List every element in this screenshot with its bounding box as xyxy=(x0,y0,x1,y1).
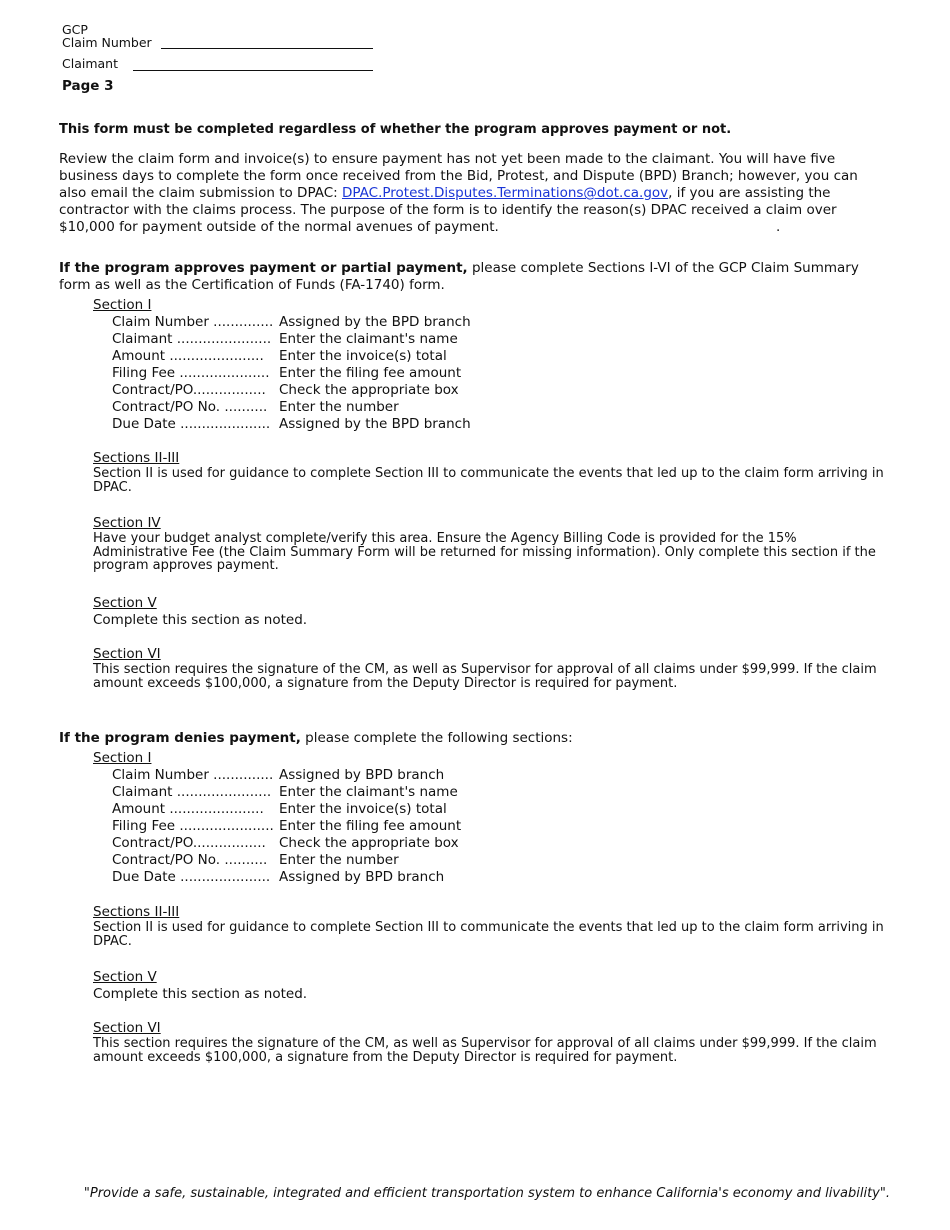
footer-motto: "Provide a safe, sustainable, integrated and efficient transportation system to enhance California's economy and livability". xyxy=(83,1186,890,1201)
approves-fields-list xyxy=(112,314,893,433)
section-4-title: Section IV xyxy=(93,515,161,531)
approves-section-4 xyxy=(93,515,893,573)
approves-heading-text: please complete Sections I-VI of the GCP Claim Summary form as well as the Certification of Funds (FA-1740) form. xyxy=(59,260,859,293)
section-2-3-title: Sections II-III xyxy=(93,904,180,920)
field-label: Amount ...................... xyxy=(112,801,264,817)
section-6-text: This section requires the signature of the CM, as well as Supervisor for approval of all claims under $99,999. If the claim amount exceeds $100,000, a signature from the Deputy Director is required for payment. xyxy=(93,1036,877,1065)
field-value: Enter the number xyxy=(279,852,399,868)
section-2-3-text: Section II is used for guidance to complete Section III to communicate the events that led up to the claim form arriving in DPAC. xyxy=(93,466,884,495)
section-4-text: Have your budget analyst complete/verify this area. Ensure the Agency Billing Code is provided for the 15% Administrative Fee (the Claim Summary Form will be returned for missing information). Only complete this section if the program approves payment. xyxy=(93,531,876,573)
approves-section-1 xyxy=(93,297,893,433)
field-row xyxy=(112,869,893,886)
section-1-title: Section I xyxy=(93,297,152,313)
section-5-text: Complete this section as noted. xyxy=(93,986,308,1002)
field-value: Assigned by BPD branch xyxy=(279,869,445,885)
field-value: Enter the claimant's name xyxy=(279,331,458,347)
claimant-field[interactable] xyxy=(133,70,373,71)
section-5-title: Section V xyxy=(93,969,157,985)
field-value: Enter the invoice(s) total xyxy=(279,801,447,817)
claim-number-field[interactable] xyxy=(161,48,373,49)
field-row xyxy=(112,399,893,416)
field-row xyxy=(112,801,893,818)
field-row xyxy=(112,416,893,433)
field-value: Check the appropriate box xyxy=(279,382,459,398)
field-value: Assigned by BPD branch xyxy=(279,767,445,783)
field-row xyxy=(112,331,893,348)
section-2-3-text: Section II is used for guidance to complete Section III to communicate the events that led up to the claim form arriving in DPAC. xyxy=(93,920,884,949)
field-label: Contract/PO No. .......... xyxy=(112,399,268,415)
stray-period: . xyxy=(776,219,781,235)
field-value: Enter the filing fee amount xyxy=(279,818,462,834)
approves-section-5 xyxy=(93,595,893,629)
field-row xyxy=(112,382,893,399)
section-6-text: This section requires the signature of the CM, as well as Supervisor for approval of all claims under $99,999. If the claim amount exceeds $100,000, a signature from the Deputy Director is required for payment. xyxy=(93,662,877,691)
denies-heading-text: please complete the following sections: xyxy=(300,730,573,746)
field-label: Claimant ...................... xyxy=(112,331,272,347)
field-label: Filing Fee ..................... xyxy=(112,365,270,381)
field-row xyxy=(112,818,893,835)
field-row xyxy=(112,314,893,331)
page-number: Page 3 xyxy=(62,78,114,94)
approves-section-2-3 xyxy=(93,450,893,494)
denies-heading-bold: If the program denies payment, xyxy=(59,730,301,746)
field-value: Enter the invoice(s) total xyxy=(279,348,447,364)
approves-heading-bold: If the program approves payment or partial payment, xyxy=(59,260,468,276)
field-row xyxy=(112,852,893,869)
section-5-title: Section V xyxy=(93,595,157,611)
dpac-email-link[interactable]: DPAC.Protest.Disputes.Terminations@dot.ca.gov xyxy=(341,185,669,201)
claim-number-label: Claim Number xyxy=(62,35,152,50)
intro-text-1: Review the claim form and invoice(s) to ensure payment has not yet been made to the claimant. You will have five business days to complete the form once received from the Bid, Protest, and Dispute (BPD) Branch; however, you can also email the claim submission to DPAC: xyxy=(59,151,858,201)
field-label: Contract/PO................. xyxy=(112,835,266,851)
field-label: Contract/PO No. .......... xyxy=(112,852,268,868)
field-label: Filing Fee ...................... xyxy=(112,818,274,834)
field-label: Claim Number .............. xyxy=(112,314,274,330)
field-row xyxy=(112,784,893,801)
field-value: Assigned by the BPD branch xyxy=(279,314,471,330)
denies-fields-list xyxy=(112,767,893,886)
intro-text-2: , if you are assisting the contractor with the claims process. The purpose of the form is to identify the reason(s) DPAC received a claim over $10,000 for payment outside of the normal avenues of payment. xyxy=(59,185,837,235)
section-1-title: Section I xyxy=(93,750,152,766)
approves-section-6 xyxy=(93,646,893,690)
field-row xyxy=(112,835,893,852)
gcp-label: GCP xyxy=(62,22,88,37)
intro-paragraph xyxy=(59,151,889,236)
approves-heading xyxy=(59,260,889,294)
denies-section-1 xyxy=(93,750,893,886)
field-row xyxy=(112,365,893,382)
denies-section-5 xyxy=(93,969,893,1003)
field-label: Due Date ..................... xyxy=(112,416,271,432)
denies-section-6 xyxy=(93,1020,893,1064)
section-5-text: Complete this section as noted. xyxy=(93,612,308,628)
field-label: Due Date ..................... xyxy=(112,869,271,885)
field-row xyxy=(112,767,893,784)
denies-section-2-3 xyxy=(93,904,893,948)
field-label: Contract/PO................. xyxy=(112,382,266,398)
field-value: Enter the claimant's name xyxy=(279,784,458,800)
field-value: Check the appropriate box xyxy=(279,835,459,851)
section-6-title: Section VI xyxy=(93,1020,161,1036)
field-value: Assigned by the BPD branch xyxy=(279,416,471,432)
field-value: Enter the number xyxy=(279,399,399,415)
section-6-title: Section VI xyxy=(93,646,161,662)
field-row xyxy=(112,348,893,365)
field-value: Enter the filing fee amount xyxy=(279,365,462,381)
claimant-label: Claimant xyxy=(62,56,118,71)
field-label: Amount ...................... xyxy=(112,348,264,364)
denies-heading xyxy=(59,730,889,747)
section-2-3-title: Sections II-III xyxy=(93,450,180,466)
field-label: Claim Number .............. xyxy=(112,767,274,783)
intro-heading: This form must be completed regardless of whether the program approves payment or not. xyxy=(59,122,732,137)
field-label: Claimant ...................... xyxy=(112,784,272,800)
